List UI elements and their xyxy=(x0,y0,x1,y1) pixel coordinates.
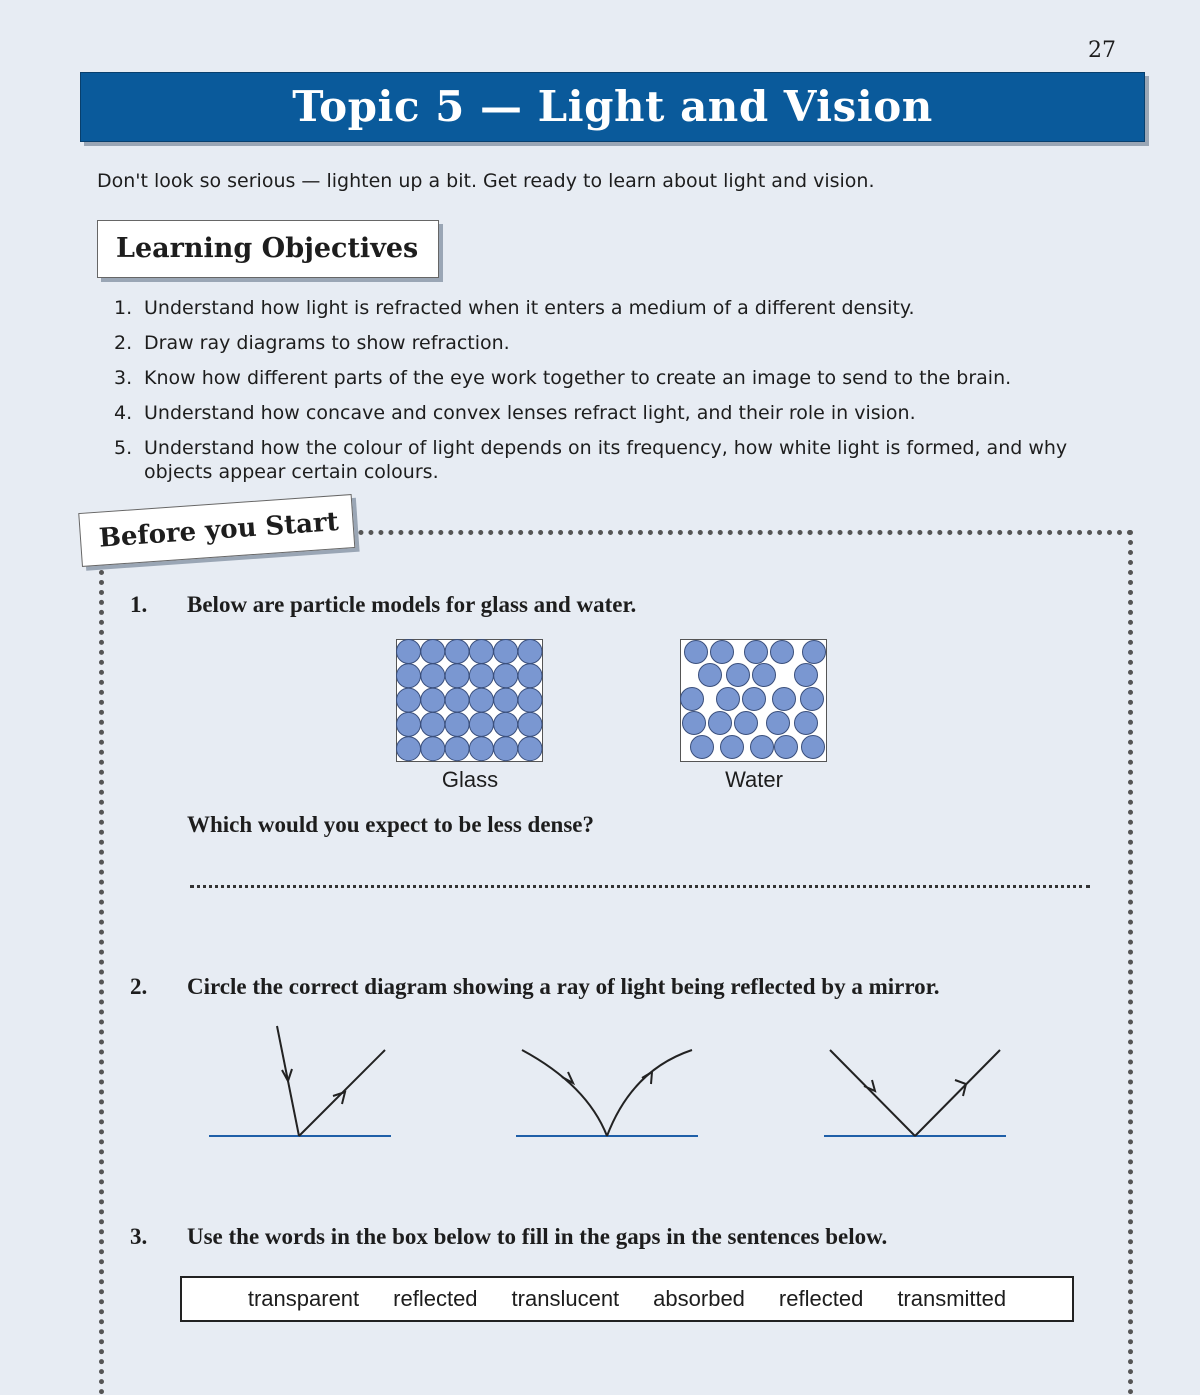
particle xyxy=(753,664,776,687)
particle xyxy=(397,664,421,688)
particle xyxy=(397,688,421,712)
reflected-ray xyxy=(607,1050,692,1136)
particle xyxy=(743,688,766,711)
particle xyxy=(469,688,493,712)
particle xyxy=(518,664,542,688)
particle xyxy=(683,712,706,735)
particle xyxy=(397,737,421,761)
objective-number: 5. xyxy=(114,437,133,459)
particle xyxy=(494,737,518,761)
particle xyxy=(711,641,734,664)
answer-line[interactable] xyxy=(190,885,1090,888)
particle xyxy=(751,736,774,759)
question-number: 1. xyxy=(130,592,148,617)
particle xyxy=(795,712,818,735)
learning-objectives-heading-box xyxy=(97,220,439,278)
word-item: reflected xyxy=(778,1286,864,1311)
water-particle-model xyxy=(680,639,827,762)
page-number: 27 xyxy=(1088,38,1116,63)
objectives-list xyxy=(114,296,1094,495)
particle xyxy=(421,712,445,736)
particle xyxy=(721,736,744,759)
objective-text: Understand how concave and convex lenses refract light, and their role in vision. xyxy=(144,402,916,424)
question-text: Circle the correct diagram showing a ray of light being reflected by a mirror. xyxy=(187,974,940,999)
word-item: transmitted xyxy=(897,1286,1007,1311)
question-number: 2. xyxy=(130,974,148,999)
objective-item xyxy=(114,296,1094,320)
particle xyxy=(767,712,790,735)
particle xyxy=(518,688,542,712)
particle xyxy=(685,641,708,664)
particle xyxy=(518,712,542,736)
question-text: Use the words in the box below to fill in the gaps in the sentences below. xyxy=(187,1224,888,1249)
particle xyxy=(691,736,714,759)
particle xyxy=(802,736,825,759)
learning-objectives-heading: Learning Objectives xyxy=(116,233,419,264)
arrow-icon xyxy=(642,1072,652,1084)
particle xyxy=(469,664,493,688)
word-item: translucent xyxy=(511,1286,620,1311)
reflection-diagram-b[interactable] xyxy=(512,1020,702,1145)
objective-number: 4. xyxy=(114,402,133,424)
particle xyxy=(494,712,518,736)
objective-item xyxy=(114,331,1094,355)
particle xyxy=(709,712,732,735)
particle xyxy=(421,688,445,712)
objective-item xyxy=(114,366,1094,390)
particle xyxy=(494,664,518,688)
particle xyxy=(518,737,542,761)
incident-ray xyxy=(830,1050,915,1136)
incident-ray xyxy=(522,1050,607,1136)
page-title: Topic 5 — Light and Vision xyxy=(292,82,933,131)
particle xyxy=(773,688,796,711)
particle xyxy=(445,688,469,712)
objective-number: 1. xyxy=(114,297,133,319)
water-label: Water xyxy=(725,767,783,792)
particle xyxy=(518,640,542,664)
reflected-ray xyxy=(915,1050,1000,1136)
particle xyxy=(735,712,758,735)
particle xyxy=(795,664,818,687)
particle xyxy=(727,664,750,687)
particle xyxy=(469,737,493,761)
particle xyxy=(421,640,445,664)
glass-label: Glass xyxy=(441,767,499,792)
particle xyxy=(494,688,518,712)
particle xyxy=(397,712,421,736)
particle xyxy=(771,641,794,664)
topic-banner xyxy=(80,72,1145,142)
particle xyxy=(775,736,798,759)
particle xyxy=(469,712,493,736)
objective-number: 2. xyxy=(114,332,133,354)
particle xyxy=(803,641,826,664)
reflection-diagram-c[interactable] xyxy=(820,1020,1010,1145)
objective-text: Know how different parts of the eye work together to create an image to send to the brain. xyxy=(144,367,1012,389)
intro-text: Don't look so serious — lighten up a bit. Get ready to learn about light and vision. xyxy=(97,170,875,192)
word-item: transparent xyxy=(247,1286,360,1311)
particle xyxy=(445,640,469,664)
question-number: 3. xyxy=(130,1224,148,1249)
particle xyxy=(699,664,722,687)
word-item: reflected xyxy=(393,1286,478,1311)
particle xyxy=(445,664,469,688)
question-text: Below are particle models for glass and water. xyxy=(187,592,637,617)
objective-text: Understand how light is refracted when it enters a medium of a different density. xyxy=(144,297,915,319)
glass-particle-model xyxy=(396,639,543,762)
particle xyxy=(445,737,469,761)
before-you-start-heading: Before you Start xyxy=(98,507,340,554)
objective-text: Draw ray diagrams to show refraction. xyxy=(144,332,510,354)
particle xyxy=(681,688,704,711)
particle xyxy=(421,664,445,688)
question-subtext: Which would you expect to be less dense? xyxy=(187,812,594,837)
particle xyxy=(801,688,824,711)
particle xyxy=(421,737,445,761)
objective-text: Understand how the colour of light depends on its frequency, how white light is formed, and why objects appear certain colours. xyxy=(144,437,1068,483)
reflection-diagram-a[interactable] xyxy=(205,1020,395,1145)
particle xyxy=(469,640,493,664)
objective-number: 3. xyxy=(114,367,133,389)
particle xyxy=(397,640,421,664)
arrow-icon xyxy=(333,1092,345,1104)
objective-item xyxy=(114,401,1094,425)
before-you-start-section xyxy=(99,530,1133,1395)
particle xyxy=(445,712,469,736)
objective-item xyxy=(114,436,1094,484)
particle xyxy=(717,688,740,711)
particle xyxy=(745,641,768,664)
word-box xyxy=(180,1276,1074,1322)
particle xyxy=(494,640,518,664)
word-item: absorbed xyxy=(653,1286,745,1311)
